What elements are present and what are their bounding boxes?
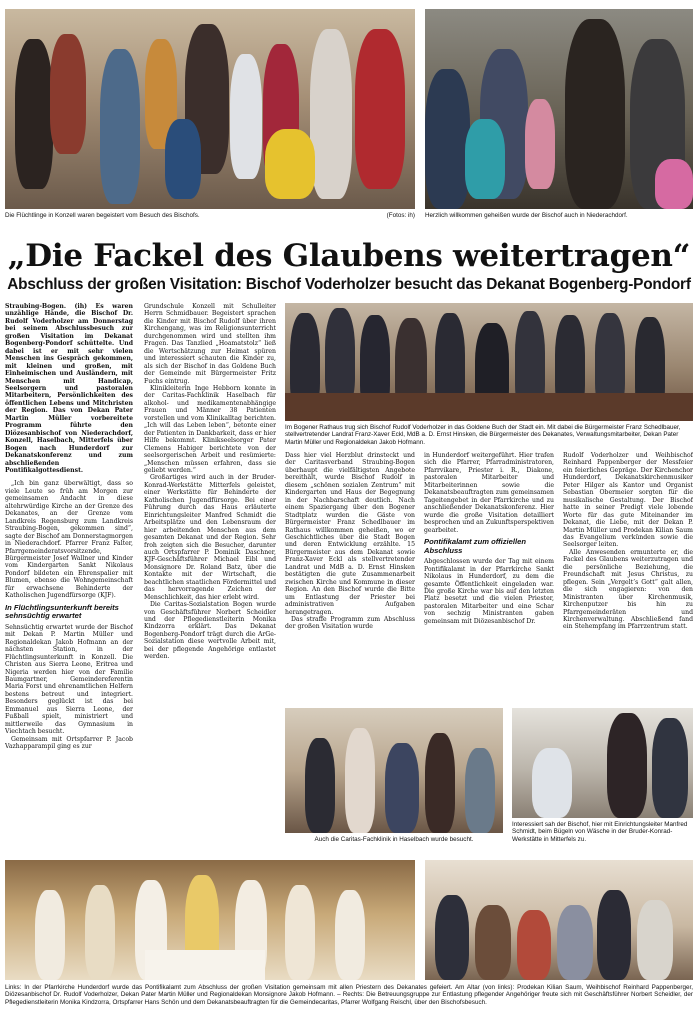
paragraph: „Ich bin ganz überwältigt, dass so viele Leute so früh am Morgen zur gemeinsamen Andacht in diese altehrwürdige Kirche an der Grenze des Dekanates, an der Grenze vom Landkreis Regensburg zum Landkreis Straubing-Bogen, gekommen sind“, sagte der Bischof am Donnerstagmorgen in Niederachdorf. Pfarrer Franz Falter, Pfarrgemeinderatsvorsitzende, Bürgermeister Josef Wallner und Kinder vom Kindergarten Sankt Nikolaus Pondorf bildeten ein Ehrenspalier mit Blumen, ebenso die Wohngemeinschaft für erwachsene Behinderte der Katholischen Jugendfürsorge (KJF). [5,480,133,600]
caption-bottom: Links: In der Pfarrkirche Hunderdorf wurde das Pontifikalamt zum Abschluss der großen Visitation gemeinsam mit allen Priestern des Dekanates gefeiert. Am Altar (von links): Prodekan Kilian Saum, Weihbischof Reinhard Pappenberger, Diözesanbischof Dr. Rudolf Voderholzer, Dekan Pater Martin Müller und Regionaldekan Monsignore Jakob Hofmann. – Rechts: Die Betreuungsgruppe zur Entlastung pflegender Angehöriger freute sich mit Geschäftsführer Norbert Scheidler, der Pflegedienstleiterin Monika Kindzorra, Ortspfarrer Hans Schön und dem Dekanatsbeauftragten für die Gemeindecaritas, Pfarrer Wolfgang Reischl, über den Bischofsbesuch. [5,984,693,1006]
photo-betreuungsgruppe [425,860,693,980]
caption-photo-1: Die Flüchtlinge in Konzell waren begeistert vom Besuch des Bischofs. [5,212,200,219]
caption-photo-4: Auch die Caritas-Fachklinik in Haselbach wurde besucht. [314,836,474,843]
subheading-pontifikalamt: Pontifikalamt zum offiziellen Abschluss [424,536,526,555]
article-column-1 [5,303,133,863]
photo-bruder-konrad-werkstaette [512,708,693,818]
article-column-5 [563,452,693,702]
article-column-4 [424,452,554,702]
paragraph: Rudolf Voderholzer und Weihbischof Reinhard Pappenberger der Messfeier ein feierliches Gepräge. Der Kirchenchor Hunderdorf, Dekanatskirchenmusiker Peter Hilger als Kantor und Organist Sebastian Obermeier sorgten für die musikalische Gestaltung. Der Bischof hatte in seiner Predigt viele lobende Worte für das gute Miteinander im Dekanat, die Liebe, mit der Dekan P. Martin Müller und Prodekan Kilian Saum das Evangelium verkünden sowie die Seelsorger leiten. [563,452,693,549]
paragraph: Alle Anwesenden ermunterte er, die Fackel des Glaubens weiterzutragen und die persönliche Beziehung, die Freundschaft mit Jesus Christus, zu pflegen. Sein „Vergelt’s Gott“ galt allen, die sich engagieren: von den Ministranten über Kirchenmusik, Kirchenputzer bis hin zu Pfarrgemeinderäten und Kirchenverwaltung. Abschließend fand ein Stehempfang im Pfarrzentrum statt. [563,548,693,631]
photo-refugees-konzell [5,9,415,209]
paragraph: Die Caritas-Sozialstation Bogen wurde von Geschäftsführer Norbert Scheidler und der Pflegedienstleiterin Monika Kindzorra erklärt. Das Dekanat Bogenberg-Pondorf trägt durch die ArGe-Sozialstation diese wertvolle Arbeit mit, bei der pflegende Angehörige entlastet werden. [144,601,276,661]
headline: „Die Fackel des Glaubens weitertragen“ [7,238,691,274]
article-column-3 [285,452,415,702]
caption-photo-2: Herzlich willkommen geheißen wurde der Bischof auch in Niederachdorf. [425,212,628,219]
caption-photo-5: Interessiert sah der Bischof, hier mit Einrichtungsleiter Manfred Schmidt, beim Bügeln von Wäsche in der Bruder-Konrad-Werkstätte in Mitterfels zu. [512,821,688,843]
photo-pontifikalamt-hunderdorf [5,860,415,980]
paragraph: in Hunderdorf weitergeführt. Hier trafen sich die Pfarrer, Pfarradministratoren, Pfarrvikare, Priester i. R., Diakone, pastoralen Mitarbeiter und Mitarbeiterinnen sowie die Dekanatsbeauftragten zum gemeinsamen Tageitengebet in der Pfarrkirche und zu anschließender Dekanatskonferenz. Hier wurde die große Visitation detailliert besprochen und an Zukunftsperspektiven gearbeitet. [424,452,554,534]
lead-paragraph: (ih) Es waren unzählige Hände, die Bischof Dr. Rudolf Voderholzer am Donnerstag bei seinem Abschlussbesuch zur großen Visitation im Dekanat Bogenberg-Pondorf schüttelte. Und dabei ist er mit sehr vielen Menschen ins Gespräch gekommen, mit kleinen und großen, mit Einheimischen und Ausländern, mit Menschen mit Handicap, Seelsorgern und pastoralen Mitarbeitern, Persönlichkeiten des öffentlichen Lebens und Mitchristen der Region. Das von Dekan Pater Martin Müller vorbereitete Programm führte den Diözesanbischof von Niederachdorf, Konzell, Haselbach, Mitterfels über Bogen nach Hunderdorf zur Dekanatskonferenz und zum abschließenden Pontifikalgottesdienst. [5,303,133,474]
paragraph: Klinikleiterin Inge Hebborn konnte in der Caritas-Fachklinik Haselbach für alkohol- und medikamentenabhängige Frauen und Männer 38 Patienten vorstellen und vom Klinikalltag berichten. „Ich will das Leben leben“, betonte einer der Patienten in Dankbarkeit, dass er hier Hilfe bekommt. Klinikseelsorger Pater Clemens Habiger berichtete von der seelsorgerischen Arbeit und resümierte: „Menschen müssen erfahren, dass sie geliebt werden.“ [144,384,276,474]
photo-caritas-fachklinik [285,708,503,833]
photo-welcome-niederachdorf [425,9,693,209]
caption-photo-3: Im Bogener Rathaus trug sich Bischof Rudolf Voderholzer in das Goldene Buch der Stadt ein. Mit dabei die Bürgermeister Franz Schedlbauer, stellvertretender Landrat Franz-Xaver Eckl, MdB a. D. Ernst Hinsken, die Bürgermeister des Dekanates, Verwaltungsmitarbeiter, Dekan Pater Martin Müller und Regionaldekan Jakob Hofmann. [285,424,681,446]
photo-rathaus-bogen [285,303,693,421]
article-column-2 [144,303,276,863]
paragraph: Großartiges wird auch in der Bruder-Konrad-Werkstätte Mitterfels geleistet, einer Werkstätte für Behinderte der Katholischen Jugendfürsorge. Bei einer Führung durch das Haus erläuterte Einrichtungsleiter Manfred Schmidt die Arbeitsplätze und den Lebensraum der hier arbeitenden Menschen aus dem gesamten Dekanat und der Region. Sehr froh zeigten sich die Besucher, darunter auch Ortspfarrer P. Dominik Daschner, KJF-Geschäftsführer Michael Eibl und Monsignore Dr. Roland Batz, über die Kontakte mit der Wirtschaft, die beachtlichen staatlichen Fördermittel und das hervorragende Zeichen der Menschlichkeit, das hier erlebt wird. [144,474,276,601]
paragraph: Grundschule Konzell mit Schulleiter Herrn Schmidbauer. Begeistert sprachen die Kinder mit Bischof Rudolf über ihren Kirchengang, was im Religionsunterricht durchgenommen wird und stellten ihm Fragen. Das Tanzlied „Hoamatstolz“ ließ die Wertschätzung zur Heimat spüren und interessiert schauten die Kinder zu, als sich der Bischof in das Goldene Buch der Gemeinde mit Bürgermeister Fritz Fuchs eintrug. [144,303,276,385]
subheading-fluechtlingsunterkunft: In Flüchtlingsunterkunft bereits sehnsüchtig erwartet [5,602,119,621]
paragraph: Abgeschlossen wurde der Tag mit einem Pontifikalamt in der Pfarrkirche Sankt Nikolaus in Hunderdorf, zu dem die gesamte Öffentlichkeit eingeladen war. Die große Kirche war bis auf den letzten Platz besetzt und die vielen Priester, pastoralen Mitarbeiter und eine Schar von sechzig Ministranten gaben gemeinsam mit Diözesanbischof Dr. [424,558,554,625]
dateline: Straubing-Bogen. [5,303,66,310]
paragraph: Dass hier viel Herzblut drinsteckt und der Caritasverband Straubing-Bogen überhaupt die vielfältigsten Angebote bereithält, wurde Bischof Rudolf in diesem „schönen sozialen Zentrum“ mit Kindergarten und Haus der Begegnung in der Nachbarschaft deutlich. Nach einem Spaziergang über den Bogener Stadtplatz wurden die Gäste von Bürgermeister Franz Schedlbauer im Rathaus willkommen geheißen, wo er Geschichtliches über die Stadt Bogen und deren Entwicklung erzählte. 15 Bürgermeister aus dem Dekanat sowie Franz-Xaver Eckl als stellvertretender Landrat und MdB a. D. Ernst Hinsken bestätigten die gute Zusammenarbeit zwischen Kirche und Kommune in dieser Region. An den Bischof wurde die Bitte um Entlastung der Priester bei administrativen Aufgaben herangetragen. [285,452,415,616]
paragraph: Das straffe Programm zum Abschluss der großen Visitation wurde [285,615,415,631]
subheadline: Abschluss der großen Visitation: Bischof Voderholzer besucht das Dekanat Bogenberg-Pondorf [7,276,691,293]
paragraph: Sehnsüchtig erwartet wurde der Bischof mit Dekan P. Martin Müller und Regionaldekan Jakob Hofmann an der nächsten Station, in der Flüchtlingsunterkunft in Konzell. Die Christen aus Sierra Leone, Eritrea und Nigeria werden hier von der Familie Baumgartner, Gemeindereferentin Maria Forst und ehrenamtlichen Helfern bestens betreut und integriert. Besonders geglückt ist das bei Emmanuel aus Sierra Leone, der Fußball spielt, ministriert und mittlerweile das Gymnasium in Viechtach besucht. [5,623,133,736]
paragraph: Gemeinsam mit Ortspfarrer P. Jacob Vazhapparampil ging es zur [5,735,133,751]
photo-credit: (Fotos: ih) [386,212,415,219]
